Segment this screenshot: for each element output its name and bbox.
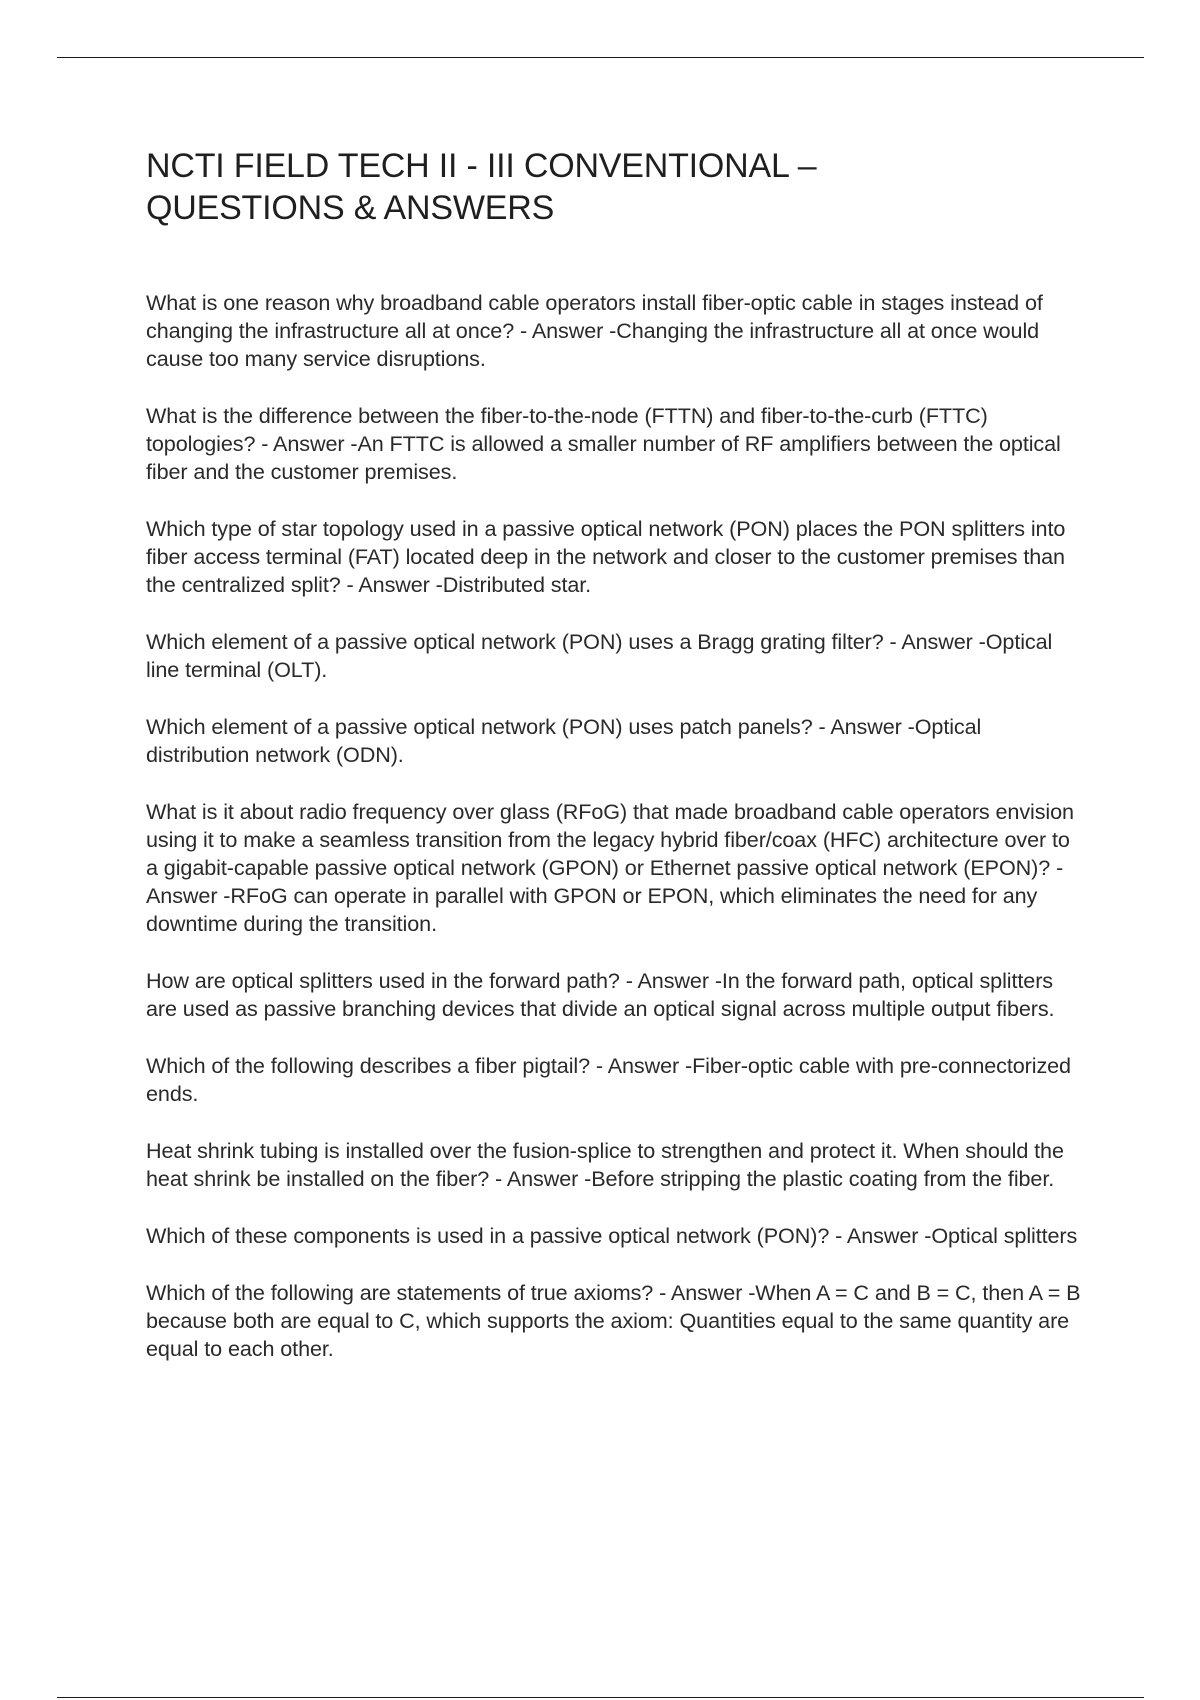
qa-item: Which of the following are statements of true axioms? - Answer -When A = C and B = C, then A = B because both are equal to C, which supports the axiom: Quantities equal to the same quantity are equal to each other. xyxy=(146,1280,1081,1361)
qa-item: Which element of a passive optical network (PON) uses a Bragg grating filter? - Answer -Optical line terminal (OLT). xyxy=(146,629,1053,682)
qa-item: Which element of a passive optical network (PON) uses patch panels? - Answer -Optical distribution network (ODN). xyxy=(146,714,982,767)
top-rule xyxy=(57,57,1144,58)
document-body xyxy=(146,145,1086,1392)
qa-item: What is it about radio frequency over glass (RFoG) that made broadband cable operators envision using it to make a seamless transition from the legacy hybrid fiber/coax (HFC) architecture over to a gigabit-capable passive optical network (GPON) or Ethernet passive optical network (EPON)? - Answer -RFoG can operate in parallel with GPON or EPON, which eliminates the need for any downtime during the transition. xyxy=(146,799,1074,936)
qa-item: Heat shrink tubing is installed over the fusion-splice to strengthen and protect it. When should the heat shrink be installed on the fiber? - Answer -Before stripping the plastic coating from the fiber. xyxy=(146,1138,1064,1191)
qa-list xyxy=(146,289,1086,1363)
document-title xyxy=(146,145,1086,229)
qa-item: Which type of star topology used in a passive optical network (PON) places the PON splitters into fiber access terminal (FAT) located deep in the network and closer to the customer premises than the centralized split? - Answer -Distributed star. xyxy=(146,516,1066,597)
title-line-1: NCTI FIELD TECH II - III CONVENTIONAL – xyxy=(146,147,817,185)
title-line-2: QUESTIONS & ANSWERS xyxy=(146,189,555,227)
qa-item: Which of the following describes a fiber pigtail? - Answer -Fiber-optic cable with pre-connectorized ends. xyxy=(146,1053,1071,1106)
qa-item: How are optical splitters used in the forward path? - Answer -In the forward path, optical splitters are used as passive branching devices that divide an optical signal across multiple output fibers. xyxy=(146,968,1055,1021)
bottom-rule xyxy=(57,1697,1144,1698)
qa-item: What is the difference between the fiber-to-the-node (FTTN) and fiber-to-the-curb (FTTC) topologies? - Answer -An FTTC is allowed a smaller number of RF amplifiers between the optical fiber and the customer premises. xyxy=(146,403,1061,484)
qa-item: Which of these components is used in a passive optical network (PON)? - Answer -Optical splitters xyxy=(146,1223,1078,1248)
qa-item: What is one reason why broadband cable operators install fiber-optic cable in stages instead of changing the infrastructure all at once? - Answer -Changing the infrastructure all at once would cause too many service disruptions. xyxy=(146,290,1043,371)
